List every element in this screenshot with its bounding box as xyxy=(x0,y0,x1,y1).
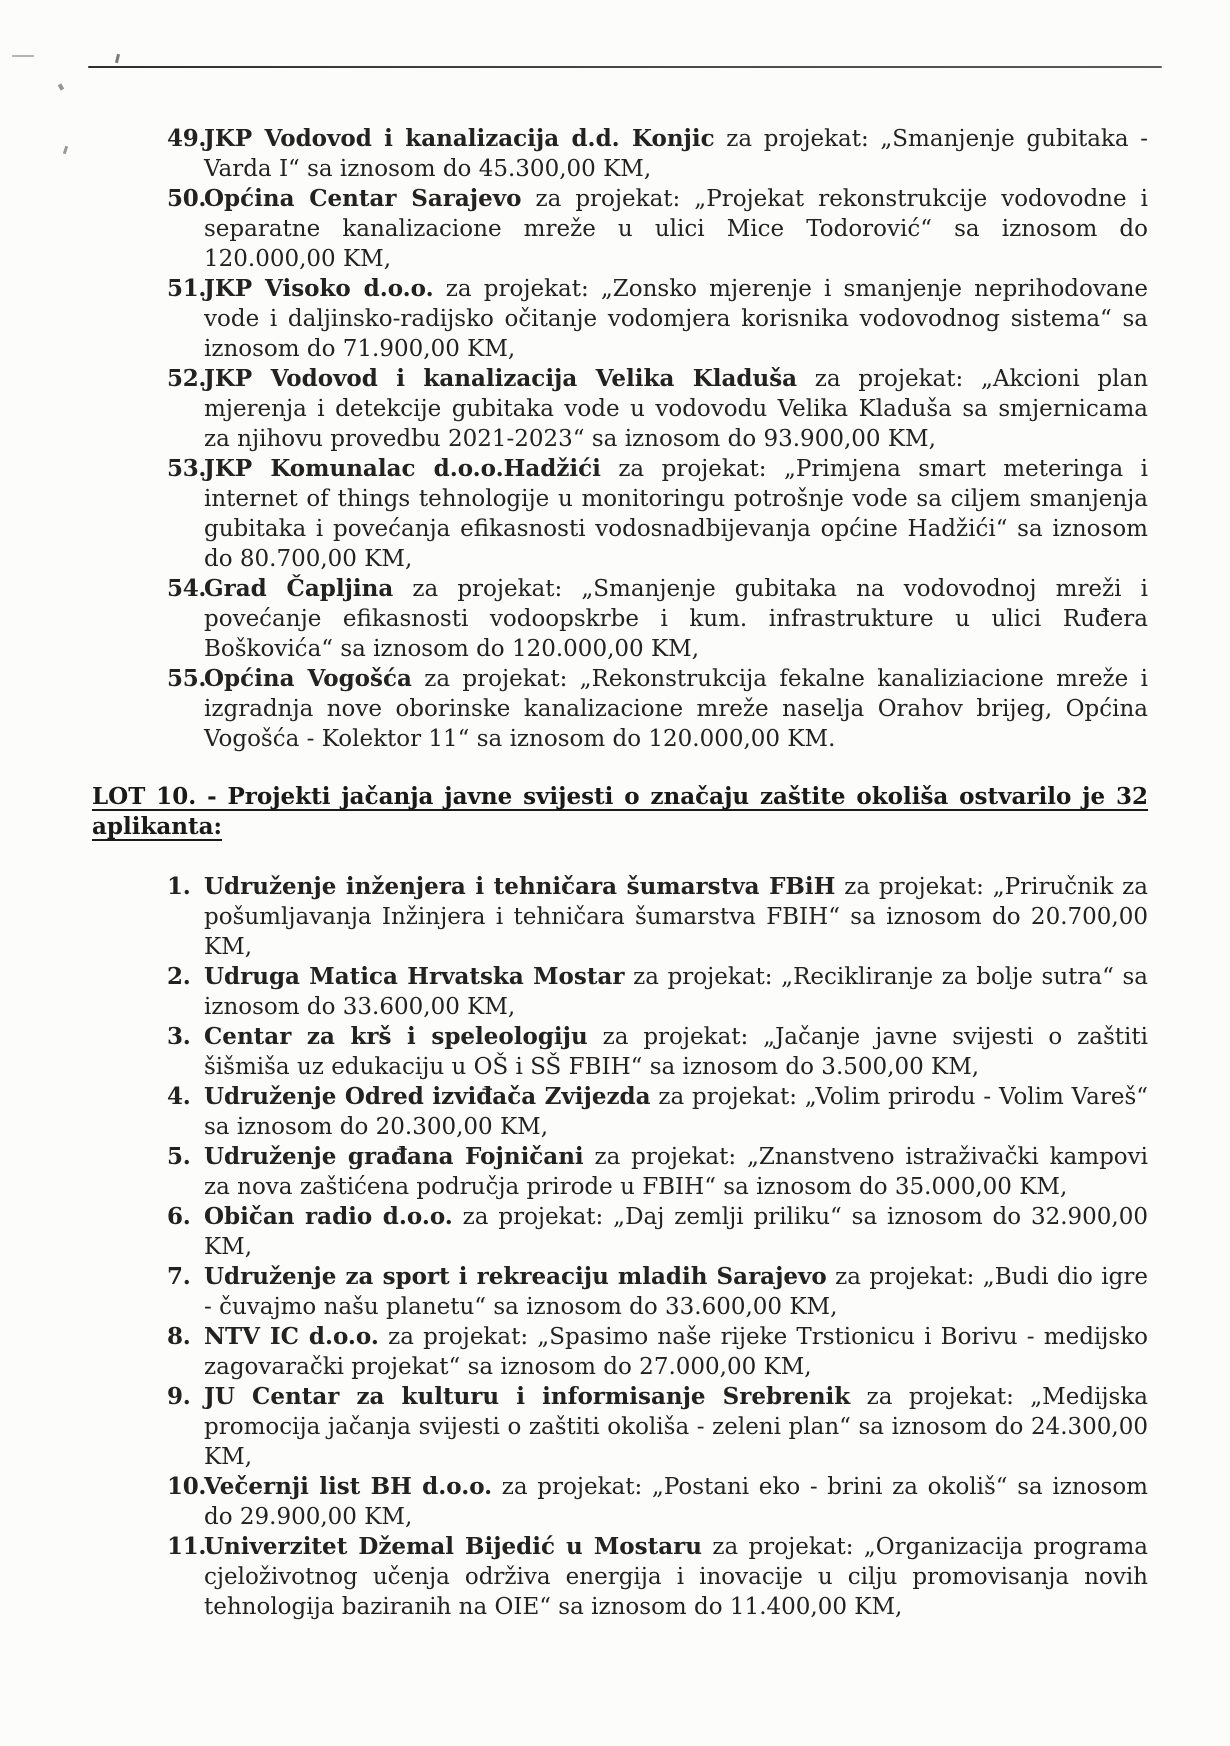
applicant-name: Općina Centar Sarajevo xyxy=(204,185,522,212)
water-supply-projects-list xyxy=(92,124,1148,754)
applicant-name: JU Centar za kulturu i informisanje Srebrenik xyxy=(204,1383,851,1410)
item-number: 49. xyxy=(167,125,207,152)
list-item xyxy=(92,1082,1148,1142)
item-number: 3. xyxy=(167,1023,191,1050)
project-description: za projekat: „Medijska promocija jačanja svijesti o zaštiti okoliša - zeleni plan“ sa iznosom do 24.300,00 KM, xyxy=(204,1384,1149,1470)
item-number: 2. xyxy=(167,963,191,990)
item-number: 6. xyxy=(167,1203,191,1230)
project-description: za projekat: „Akcioni plan mjerenja i detekcije gubitaka vode u vodovodu Velika Kladuša sa smjernicama za njihovu provedbu 2021-2023“ sa iznosom do 93.900,00 KM, xyxy=(204,366,1149,452)
list-item xyxy=(92,664,1148,754)
applicant-name: Večernji list BH d.o.o. xyxy=(204,1473,493,1500)
applicant-name: JKP Vodovod i kanalizacija Velika Kladuša xyxy=(204,365,798,392)
document-body xyxy=(92,124,1148,1622)
list-item xyxy=(92,274,1148,364)
item-number: 54. xyxy=(167,575,207,602)
list-item xyxy=(92,1202,1148,1262)
item-number: 9. xyxy=(167,1383,191,1410)
page-top-rule xyxy=(88,66,1162,68)
item-number: 8. xyxy=(167,1323,191,1350)
project-description: za projekat: „Znanstveno istraživački kampovi za nova zaštićena područja prirode u FBIH“ sa iznosom do 35.000,00 KM, xyxy=(204,1144,1148,1200)
item-number: 50. xyxy=(167,185,207,212)
applicant-name: Udruženje Odred izviđača Zvijezda xyxy=(204,1083,651,1110)
scan-artifact xyxy=(63,146,68,155)
list-item xyxy=(92,574,1148,664)
project-description: za projekat: „Recikliranje za bolje sutra“ sa iznosom do 33.600,00 KM, xyxy=(204,964,1148,1020)
item-number: 51. xyxy=(167,275,207,302)
applicant-name: Udruga Matica Hrvatska Mostar xyxy=(204,963,625,990)
applicant-name: Univerzitet Džemal Bijedić u Mostaru xyxy=(204,1533,702,1560)
list-item xyxy=(92,962,1148,1022)
applicant-name: JKP Komunalac d.o.o.Hadžići xyxy=(204,455,601,482)
applicant-name: Općina Vogošća xyxy=(204,665,412,692)
item-number: 11. xyxy=(167,1533,207,1560)
item-number: 55. xyxy=(167,665,207,692)
applicant-name: Grad Čapljina xyxy=(204,575,394,602)
list-item xyxy=(92,1472,1148,1532)
applicant-name: Običan radio d.o.o. xyxy=(204,1203,453,1230)
list-item xyxy=(92,1532,1148,1622)
item-number: 4. xyxy=(167,1083,191,1110)
project-description: za projekat: „Jačanje javne svijesti o zaštiti šišmiša uz edukaciju u OŠ i SŠ FBIH“ sa iznosom do 3.500,00 KM, xyxy=(204,1024,1148,1080)
list-item xyxy=(92,1262,1148,1322)
list-item xyxy=(92,872,1148,962)
project-description: za projekat: „Primjena smart meteringa i internet of things tehnologije u monitoringu potrošnje vode sa ciljem smanjenja gubitaka i povećanja efikasnosti vodosnadbijevanja općine Hadžići“ sa iznosom do 80.700,00 KM, xyxy=(204,456,1148,572)
lot10-section-heading: LOT 10. - Projekti jačanja javne svijesti o značaju zaštite okoliša ostvarilo je 32 aplikanta: xyxy=(92,783,1148,840)
project-description: za projekat: „Volim prirodu - Volim Vareš“ sa iznosom do 20.300,00 KM, xyxy=(204,1084,1149,1140)
list-item xyxy=(92,1142,1148,1202)
project-description: za projekat: „Organizacija programa cjeloživotnog učenja održiva energija i inovacije u cilju promovisanja novih tehnologija baziranih na OIE“ sa iznosom do 11.400,00 KM, xyxy=(204,1534,1148,1620)
project-description: za projekat: „Postani eko - brini za okoliš“ sa iznosom do 29.900,00 KM, xyxy=(204,1474,1148,1530)
list-item xyxy=(92,364,1148,454)
item-number: 53. xyxy=(167,455,207,482)
item-number: 52. xyxy=(167,365,207,392)
applicant-name: Udruženje za sport i rekreaciju mladih Sarajevo xyxy=(204,1263,827,1290)
project-description: za projekat: „Budi dio igre - čuvajmo našu planetu“ sa iznosom do 33.600,00 KM, xyxy=(204,1264,1148,1320)
applicant-name: JKP Visoko d.o.o. xyxy=(204,275,434,302)
item-number: 10. xyxy=(167,1473,207,1500)
lot10-applicants-list xyxy=(92,872,1148,1622)
scan-artifact xyxy=(12,55,34,57)
item-number: 7. xyxy=(167,1263,191,1290)
applicant-name: JKP Vodovod i kanalizacija d.d. Konjic xyxy=(204,125,715,152)
list-item xyxy=(92,184,1148,274)
project-description: za projekat: „Projekat rekonstrukcije vodovodne i separatne kanalizacione mreže u ulici Mice Todorović“ sa iznosom do 120.000,00 KM, xyxy=(204,186,1148,272)
project-description: za projekat: „Rekonstrukcija fekalne kanaliziacione mreže i izgradnja nove oborinske kanalizacione mreže naselja Orahov brijeg, Općina Vogošća - Kolektor 11“ sa iznosom do 120.000,00 KM. xyxy=(204,666,1148,752)
list-item xyxy=(92,1022,1148,1082)
project-description: za projekat: „Priručnik za pošumljavanja Inžinjera i tehničara šumarstva FBIH“ sa iznosom do 20.700,00 KM, xyxy=(204,874,1149,960)
project-description: za projekat: „Smanjenje gubitaka na vodovodnoj mreži i povećanje efikasnosti vodoopskrbe i kum. infrastrukture u ulici Ruđera Boškovića“ sa iznosom do 120.000,00 KM, xyxy=(204,576,1148,662)
applicant-name: Udruženje građana Fojničani xyxy=(204,1143,584,1170)
list-item xyxy=(92,1382,1148,1472)
item-number: 5. xyxy=(167,1143,191,1170)
project-description: za projekat: „Smanjenje gubitaka - Varda I“ sa iznosom do 45.300,00 KM, xyxy=(204,126,1148,182)
item-number: 1. xyxy=(167,873,191,900)
scan-artifact xyxy=(58,83,64,90)
list-item xyxy=(92,1322,1148,1382)
project-description: za projekat: „Daj zemlji priliku“ sa iznosom do 32.900,00 KM, xyxy=(204,1204,1148,1260)
project-description: za projekat: „Spasimo naše rijeke Trstionicu i Borivu - medijsko zagovarački projekat“ sa iznosom do 27.000,00 KM, xyxy=(204,1324,1148,1380)
applicant-name: NTV IC d.o.o. xyxy=(204,1323,379,1350)
list-item xyxy=(92,454,1148,574)
project-description: za projekat: „Zonsko mjerenje i smanjenje neprihodovane vode i daljinsko-radijsko očitanje vodomjera korisnika vodovodnog sistema“ sa iznosom do 71.900,00 KM, xyxy=(204,276,1149,362)
applicant-name: Udruženje inženjera i tehničara šumarstva FBiH xyxy=(204,873,836,900)
list-item xyxy=(92,124,1148,184)
applicant-name: Centar za krš i speleologiju xyxy=(204,1023,588,1050)
scan-artifact xyxy=(115,54,120,63)
